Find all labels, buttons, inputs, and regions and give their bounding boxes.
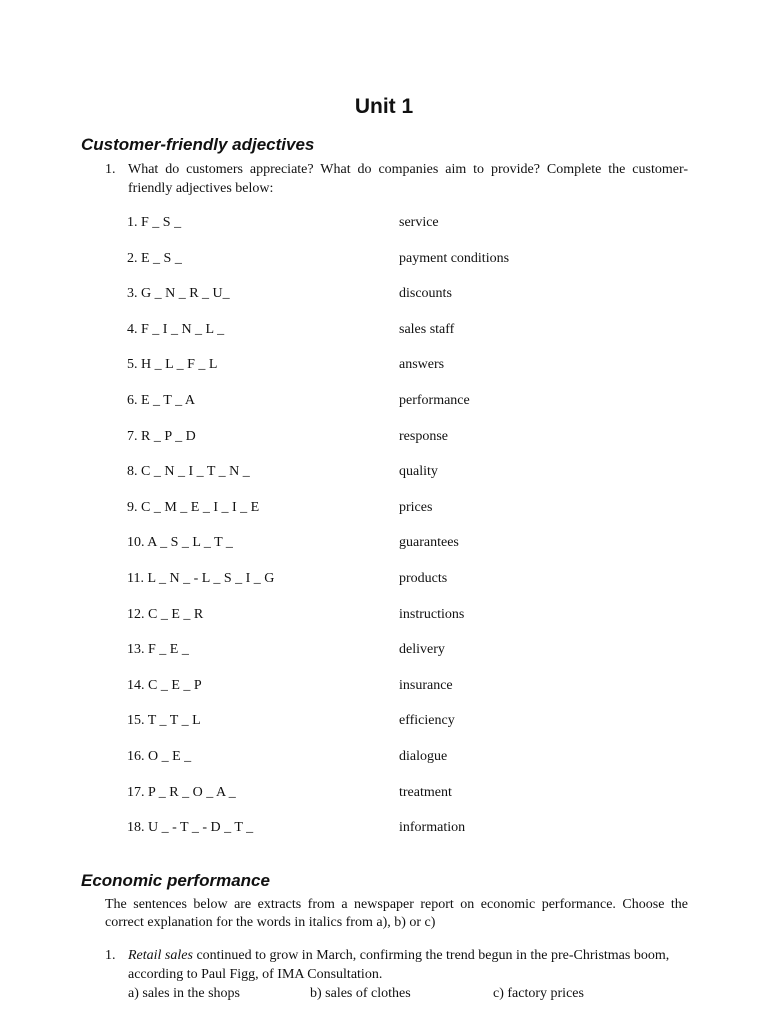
option-a: a) sales in the shops	[128, 986, 240, 1001]
option-c: c) factory prices	[493, 986, 584, 1001]
adjective-item	[127, 249, 687, 269]
adjective-noun: delivery	[399, 642, 445, 657]
adjective-item	[127, 320, 687, 340]
adjective-clue: 9. C _ M _ E _ I _ I _ E	[127, 500, 260, 515]
adjective-noun: service	[399, 215, 439, 230]
adjective-item	[127, 213, 687, 233]
question-options	[128, 984, 688, 1003]
adjective-noun: efficiency	[399, 713, 455, 728]
adjective-clue: 1. F _ S _	[127, 215, 182, 230]
page-title: Unit 1	[354, 95, 414, 118]
adjective-noun: response	[399, 429, 448, 444]
adjective-item	[127, 747, 687, 767]
adjective-clue: 14. C _ E _ P	[127, 678, 202, 693]
adjective-item	[127, 462, 687, 482]
adjective-noun: payment conditions	[399, 251, 510, 266]
adjective-item	[127, 640, 687, 660]
instruction-text: What do customers appreciate? What do companies aim to provide? Complete the customer-friendly adjectives below:	[128, 162, 688, 196]
question-rest: continued to grow in March, confirming the trend begun in the pre-Christmas boom, according to Paul Figg, of IMA Consultation.	[128, 948, 670, 982]
adjective-item	[127, 427, 687, 447]
adjective-item	[127, 533, 687, 553]
adjective-clue: 2. E _ S _	[127, 251, 182, 266]
adjective-item	[127, 284, 687, 304]
question-text	[128, 946, 688, 984]
adjective-clue: 11. L _ N _ - L _ S _ I _ G	[127, 571, 275, 586]
adjective-clue: 10. A _ S _ L _ T _	[127, 535, 233, 550]
adjective-clue: 12. C _ E _ R	[127, 607, 204, 622]
adjective-noun: products	[399, 571, 448, 586]
option-b: b) sales of clothes	[310, 986, 411, 1001]
adjective-clue: 15. T _ T _ L	[127, 713, 201, 728]
adjective-item	[127, 783, 687, 803]
adjective-noun: quality	[399, 464, 438, 479]
adjective-clue: 18. U _ - T _ - D _ T _	[127, 820, 254, 835]
question-1	[105, 946, 688, 1001]
adjective-item	[127, 355, 687, 375]
section-heading-economic-performance: Economic performance	[81, 871, 270, 890]
adjective-noun: treatment	[399, 785, 452, 800]
adjective-clue: 17. P _ R _ O _ A _	[127, 785, 236, 800]
question-number: 1.	[105, 948, 116, 963]
question-italic-term: Retail sales	[128, 948, 193, 963]
adjective-item	[127, 676, 687, 696]
adjective-clue: 13. F _ E _	[127, 642, 189, 657]
adjective-clue: 6. E _ T _ A	[127, 393, 195, 408]
adjective-noun: answers	[399, 357, 445, 372]
adjective-item	[127, 818, 687, 838]
adjective-noun: prices	[399, 500, 433, 515]
adjective-noun: performance	[399, 393, 470, 408]
adjective-noun: information	[399, 820, 466, 835]
adjective-clue: 7. R _ P _ D	[127, 429, 196, 444]
adjective-item	[127, 498, 687, 518]
adjective-item	[127, 711, 687, 731]
adjective-noun: insurance	[399, 678, 453, 693]
adjective-item	[127, 605, 687, 625]
instruction-2: The sentences below are extracts from a newspaper report on economic performance. Choose the correct explanation for the words in italics from a), b) or c)	[105, 897, 688, 930]
section-heading-customer-friendly: Customer-friendly adjectives	[81, 135, 315, 154]
adjective-noun: guarantees	[399, 535, 459, 550]
adjective-clue: 5. H _ L _ F _ L	[127, 357, 218, 372]
adjective-clue: 8. C _ N _ I _ T _ N _	[127, 464, 250, 479]
adjective-clue: 3. G _ N _ R _ U_	[127, 286, 230, 301]
adjective-item	[127, 569, 687, 589]
adjective-clue: 16. O _ E _	[127, 749, 192, 764]
instruction-number: 1.	[105, 162, 116, 177]
adjective-item	[127, 391, 687, 411]
adjective-noun: sales staff	[399, 322, 455, 337]
adjective-noun: discounts	[399, 286, 452, 301]
adjective-noun: instructions	[399, 607, 465, 622]
adjective-clue: 4. F _ I _ N _ L _	[127, 322, 225, 337]
adjective-noun: dialogue	[399, 749, 448, 764]
instruction-1	[105, 160, 688, 198]
